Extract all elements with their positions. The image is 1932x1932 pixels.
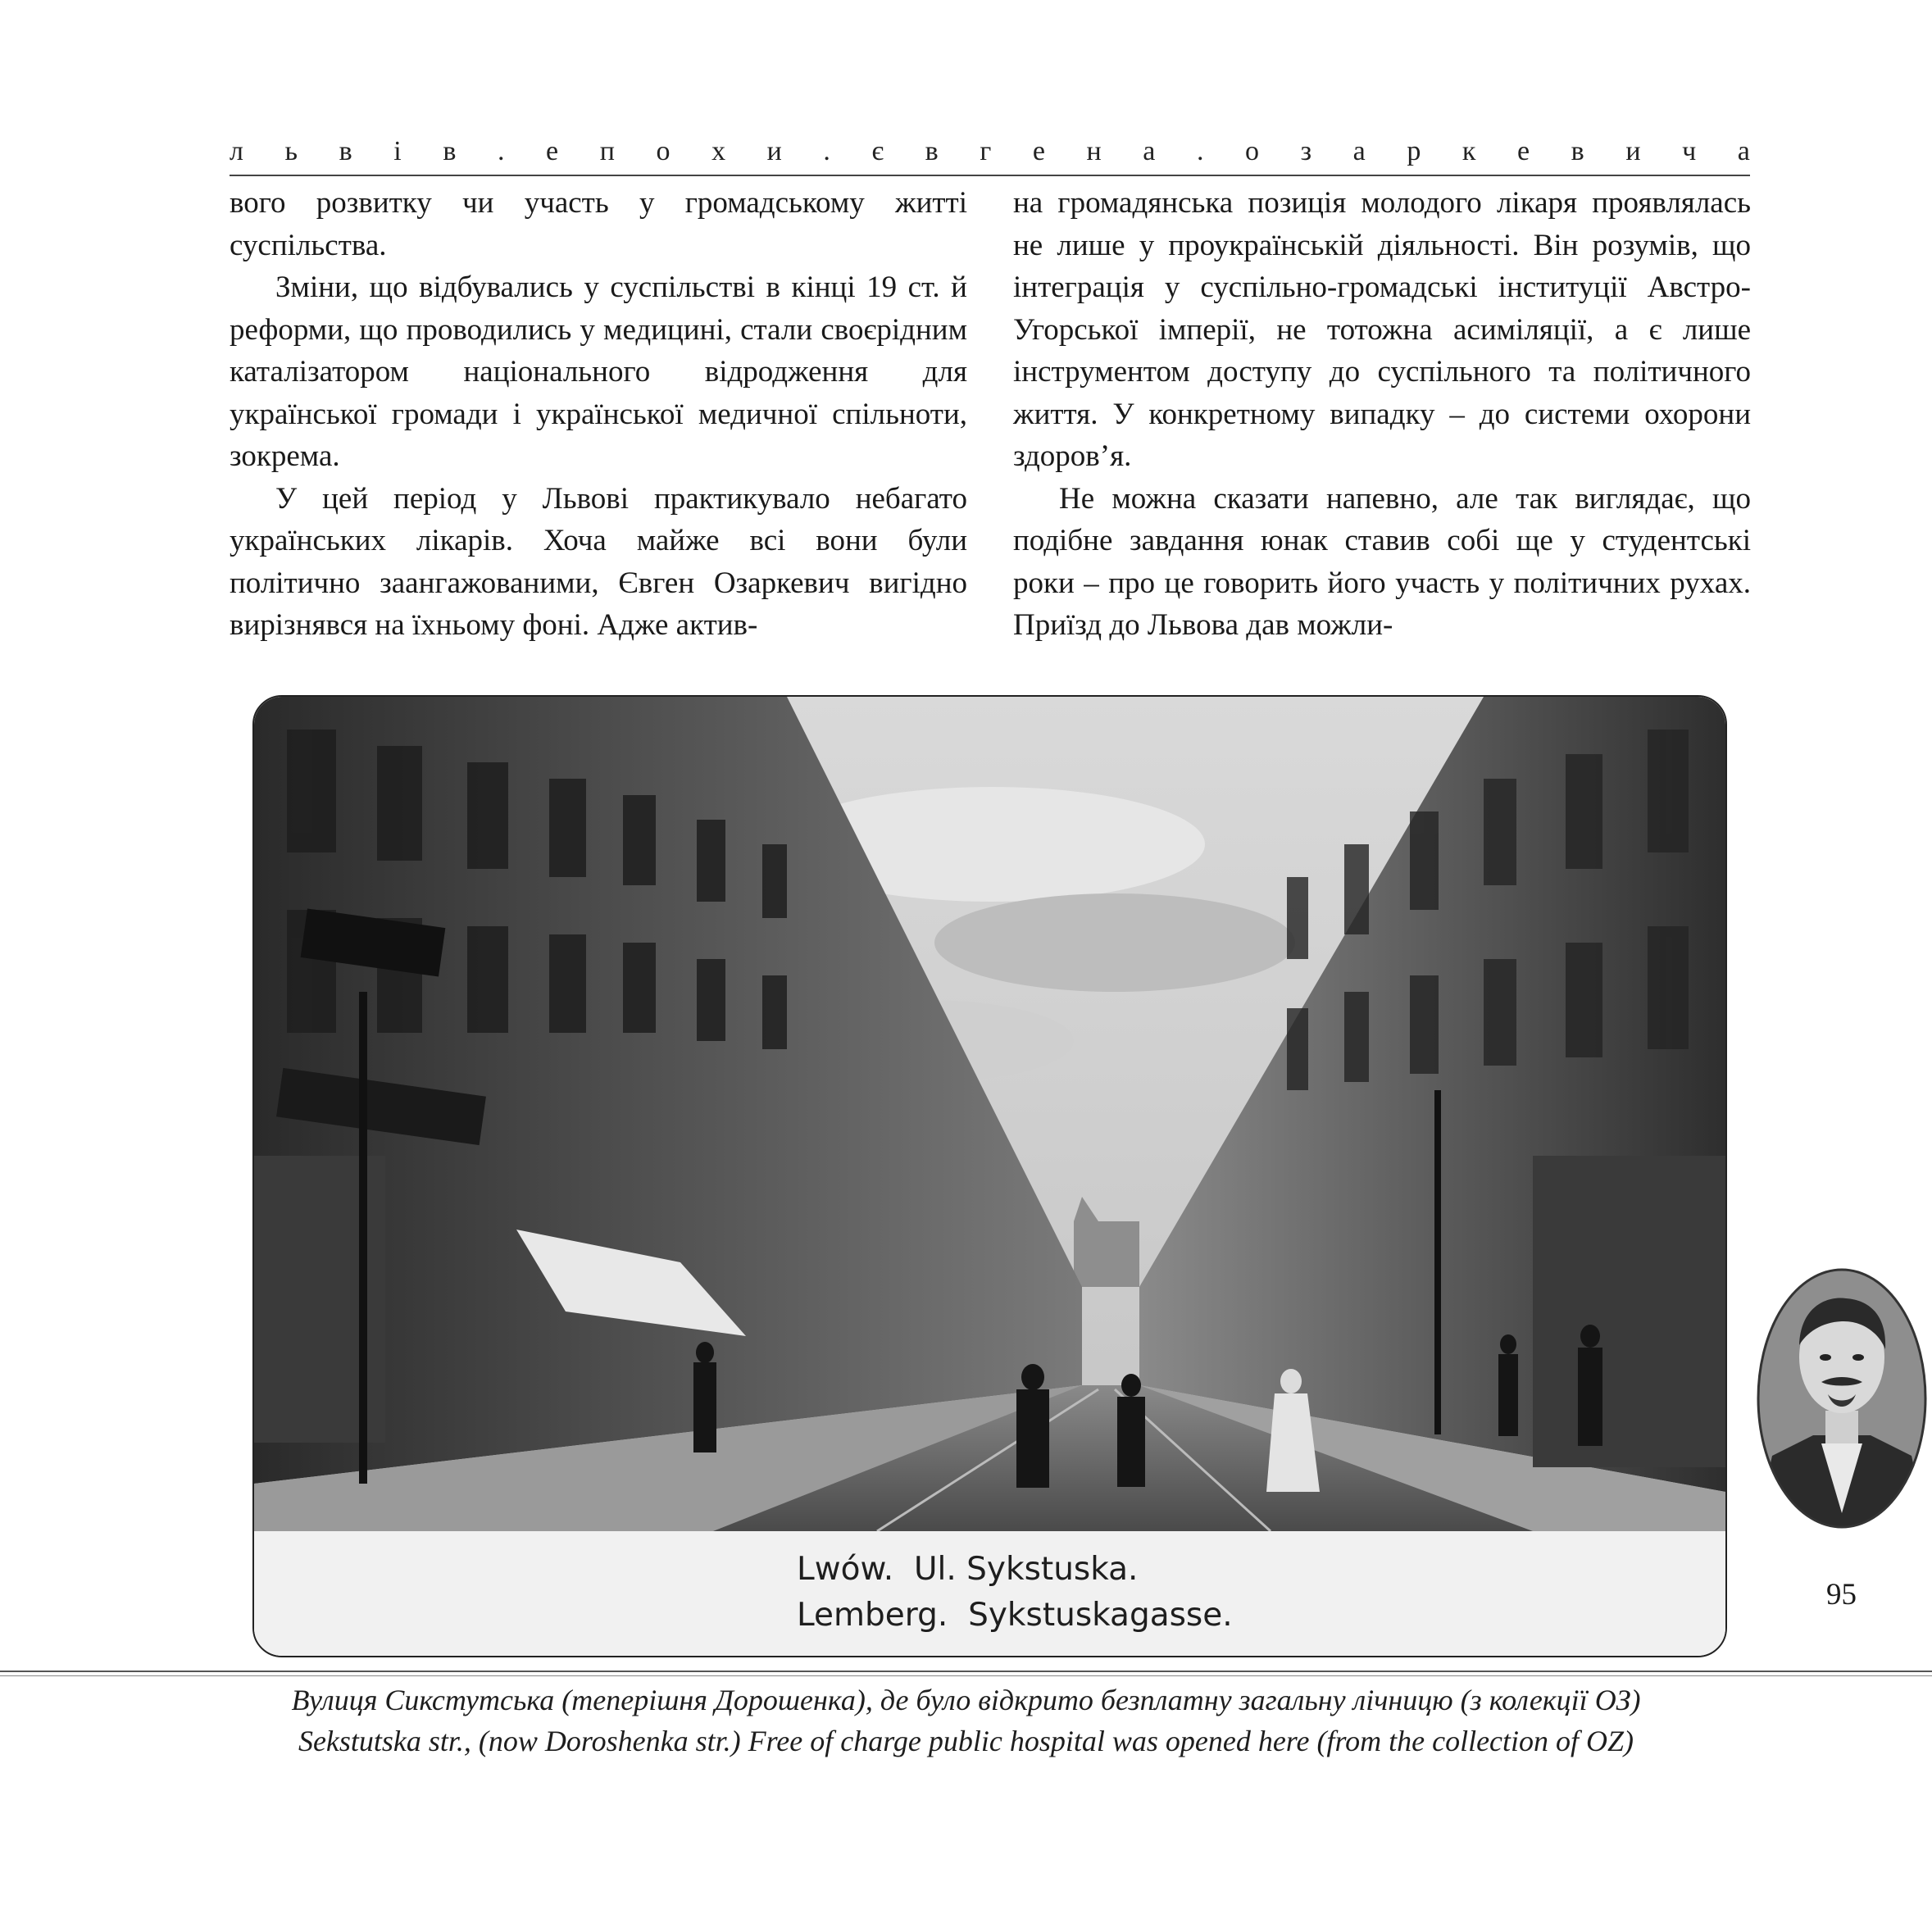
header-letter: в <box>925 136 939 166</box>
header-letter: о <box>656 136 671 166</box>
header-letter: в <box>1571 136 1584 166</box>
page-number: 95 <box>1826 1578 1857 1612</box>
header-letter: е <box>1032 136 1045 166</box>
header-rule <box>230 175 1750 176</box>
header-letter: ч <box>1682 136 1697 166</box>
paragraph: на громадянська позиція молодого лікаря проявлялась не лише у проукраїнській діяльності. Він розумів, що інтеграція у суспільно-громадські інституції Австро-Угорської імперії, не тотожна асиміляції, а є лише інструментом доступу до суспільного та політичного життя. У конкретному випадку – до системи охорони здоров’я. <box>1013 186 1751 473</box>
paragraph: Зміни, що відбувались у суспільстві в кінці 19 ст. й реформи, що проводились у медицині, стали своєрідним каталізатором національного відродження для української громади і української медичної спільноти, зокрема. <box>230 270 967 473</box>
header-letter: е <box>546 136 559 166</box>
portrait-medallion-image <box>1756 1267 1928 1530</box>
photo-caption-ukrainian: Вулиця Сикстутська (теперішня Дорошенка), де було відкрито безплатну загальну лічницю (з колекції ОЗ) <box>291 1684 1641 1716</box>
postcard-caption-line: Lemberg. Sykstuskagasse. <box>797 1597 1233 1634</box>
header-letter: х <box>711 136 726 166</box>
header-letter: и <box>766 136 782 166</box>
header-letter: в <box>339 136 352 166</box>
header-letter: з <box>1300 136 1312 166</box>
header-letter: н <box>1086 136 1102 166</box>
header-letter: г <box>980 136 992 166</box>
caption-rule <box>0 1671 1932 1672</box>
header-letter: р <box>1407 136 1421 166</box>
header-letter: и <box>1625 136 1641 166</box>
paragraph: Не можна сказати напевно, але так виглядає, що подібне завдання юнак ставив собі ще у студентські роки – про це говорить його участь у політичних рухах. Приїзд до Львова дав можли- <box>1013 481 1751 642</box>
header-letter: е <box>1517 136 1530 166</box>
header-letter: є <box>871 136 884 166</box>
header-letter: а <box>1352 136 1366 166</box>
header-letter: . <box>1196 136 1204 166</box>
paragraph: вого розвитку чи участь у громадському житті суспільства. <box>230 186 967 262</box>
header-letter: л <box>230 136 243 166</box>
street-photo-image <box>254 697 1725 1531</box>
header-letter: а <box>1737 136 1750 166</box>
caption-rule <box>0 1675 1932 1676</box>
header-letter: і <box>393 136 402 166</box>
left-text-column <box>230 182 967 647</box>
postcard-caption-strip <box>254 1531 1725 1656</box>
header-letter: о <box>1245 136 1260 166</box>
running-header <box>230 131 1750 172</box>
photo-caption-english: Sekstutska str., (now Doroshenka str.) Free of charge public hospital was opened here (from the collection of OZ) <box>298 1725 1634 1757</box>
paragraph: У цей період у Львові практикувало небагато українських лікарів. Хоча майже всі вони були політично заангажованими, Євген Озаркевич вигідно вирізнявся на їхньому фоні. Адже актив- <box>230 481 967 642</box>
postcard-caption-line: Lwów. Ul. Sykstuska. <box>797 1551 1139 1588</box>
header-letter: . <box>823 136 830 166</box>
header-letter: ь <box>284 136 298 166</box>
header-letter: а <box>1143 136 1156 166</box>
header-letter: . <box>497 136 505 166</box>
postcard-photo <box>252 695 1727 1657</box>
header-letter: в <box>443 136 457 166</box>
header-letter: к <box>1462 136 1476 166</box>
header-letter: п <box>599 136 615 166</box>
right-text-column <box>1013 182 1751 647</box>
